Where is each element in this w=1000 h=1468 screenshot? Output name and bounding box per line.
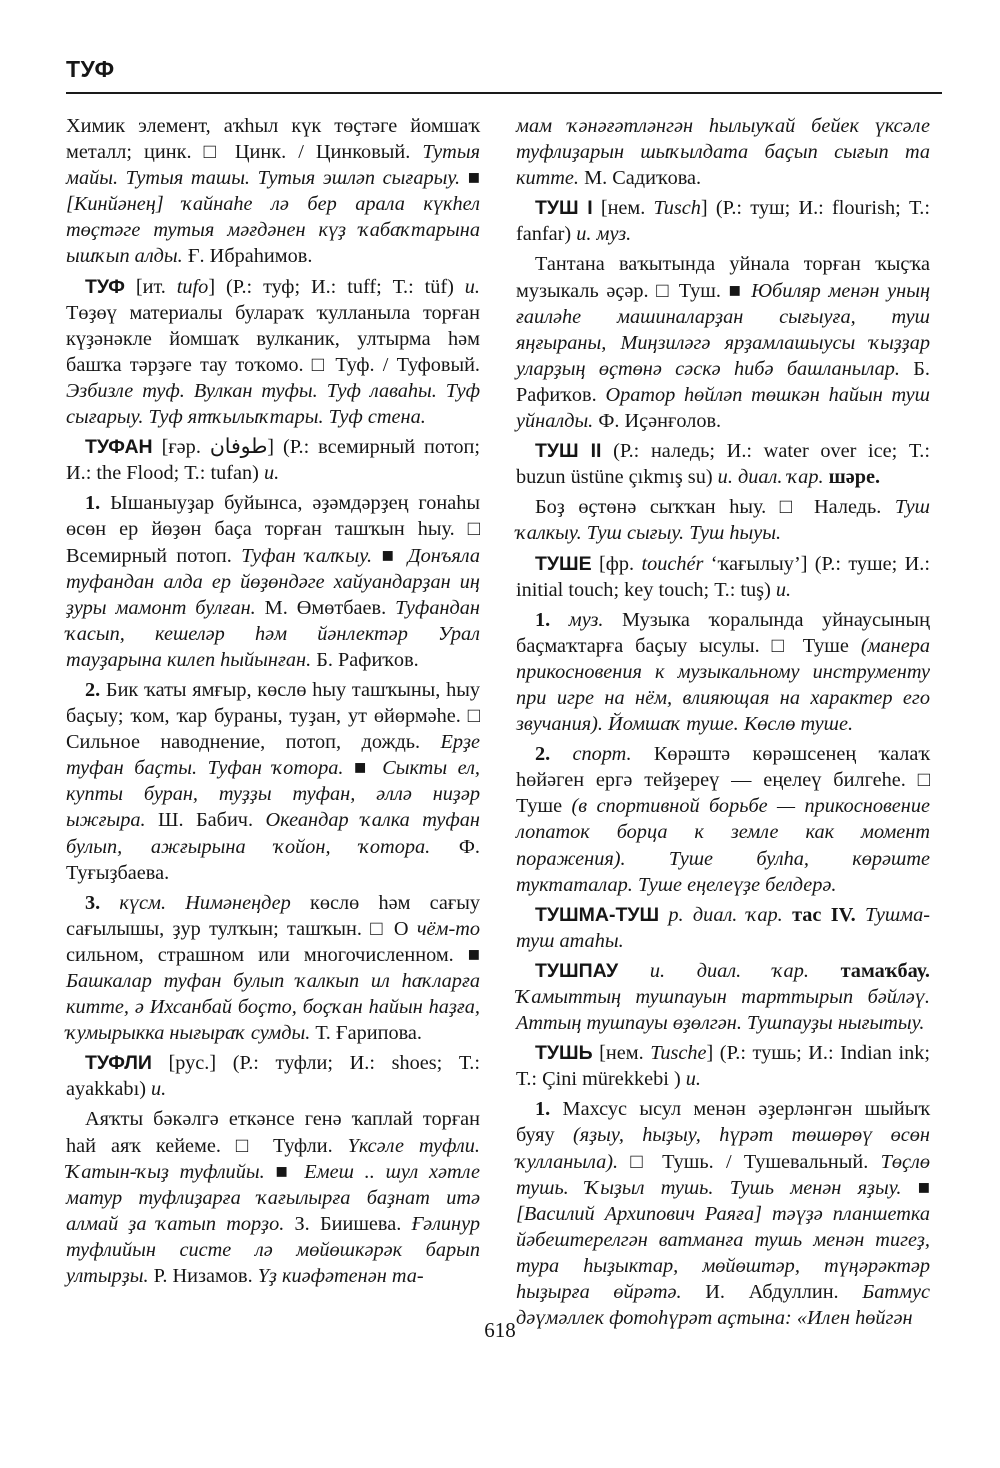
header-rule	[66, 92, 942, 94]
text-run: 1.	[535, 608, 551, 631]
text-run: чём-то	[416, 917, 480, 940]
text-run: [ғәр. طوفان] (Р.: всемирный потоп; И.: the Flood; Т.: tufan)	[66, 436, 480, 485]
text-run: М. Садиҡова.	[579, 167, 702, 190]
text-run: муз.	[568, 608, 604, 631]
text-run: [ит.	[124, 275, 177, 298]
dictionary-paragraph	[66, 434, 480, 486]
text-run: Р. Низамов.	[148, 1265, 258, 1288]
running-head: ТУФ	[66, 56, 115, 82]
text-run: (в спортивной борьбе — прикосновение лопаток борца к земле как момент поражения). Туше булһа, көрәште туктаталар. Туше еңелеүҙе белдерә.	[516, 795, 930, 896]
text-run: Оратор һөйләп төшкән һайын туш уйналды.	[516, 383, 930, 433]
text-run: Башкалар туфан булып ҡалкып ил һаҡларға китте, ә Ихсанбай боҫто, боҫҡан һайын һаҙға, ҡумырыкка нығыраҡ сумды.	[66, 970, 480, 1045]
dictionary-paragraph	[516, 438, 930, 490]
text-run: Юбиляр менән уның ғаиләһе машиналарҙан сығыуға, туш яңғыраны, Миңзиләгә ярҙамлашыусы ҡыҙҙар уларҙың өҫтөнә сәскә һибә башланылар.	[516, 279, 931, 380]
right-column	[516, 113, 930, 1335]
dictionary-paragraph	[516, 958, 930, 1036]
text-run: Ерҙе туфан баҫты. Туфан ҡотора.	[66, 731, 480, 780]
text-run: [Василий Архипович Раяға] тәүҙә планшетка йәбештерелгән ватманға тушь менән тигеҙ, тура һыҙыктар, мөйөштәр, түңәрәктәр һыҙырға өйрәтә.	[516, 1202, 930, 1304]
text-run: (яҙыу, һыҙыу, һүрәт төшөрөү өсөн ҡулланыла).	[516, 1124, 930, 1173]
text-run: Тутыя майы. Тутыя ташы. Тутыя эшләп сығарыу.	[66, 141, 480, 190]
dictionary-paragraph	[516, 902, 930, 954]
dictionary-paragraph	[516, 494, 930, 546]
text-run: ■	[460, 167, 480, 190]
text-run: көслө һәм сағыу сағылышы, ҙур тулҡын; ташҡын. □ О	[66, 891, 480, 940]
dictionary-paragraph	[516, 1096, 930, 1331]
text-run: [нем.	[592, 197, 654, 220]
dictionary-paragraph	[516, 551, 930, 603]
text-run: Туфан ҡалҡыу.	[241, 544, 373, 567]
dictionary-paragraph	[66, 113, 480, 270]
text-run: Сыкты ел, купты буран, туҙҙы туфан, әллә ниҙәр ыжғыра.	[66, 757, 480, 832]
headword: ТУШЕ	[535, 552, 592, 575]
text-run: [фр.	[591, 552, 642, 575]
text-run: Б. Рафиҡов.	[311, 648, 419, 671]
text-run	[550, 609, 569, 631]
text-run: 1.	[85, 492, 101, 515]
dictionary-paragraph	[516, 113, 930, 191]
text-run: сильном, страшном или многочисленном. ■	[66, 943, 480, 966]
text-run: Т. Ғарипова.	[310, 1022, 422, 1045]
text-run: Химик элемент, аҡһыл күк төҫтәге йомшаҡ металл; цинк. □ Цинк. / Цинковый.	[66, 115, 480, 164]
text-run: 1.	[535, 1098, 551, 1121]
headword: ТУШ I	[535, 197, 593, 220]
text-run: И. Абдуллин.	[681, 1281, 863, 1304]
headword: ТУФЛИ	[85, 1052, 152, 1075]
text-run: Ышаныуҙар буйынса, әҙәмдәрҙең гонаһы өсөн ер йөҙөн баҫа торған ташҡын һыу. □ Всемирный потоп.	[66, 492, 480, 567]
text-run: и.	[685, 1068, 701, 1091]
text-run: [нем.	[592, 1042, 651, 1065]
text-run: (Р.: наледь; И.: water over ice; Т.: buzun üstüne çıkmış su)	[516, 440, 930, 489]
text-run: Ф. Иҫәнғолов.	[593, 410, 722, 433]
text-run	[100, 892, 119, 914]
text-run: мам ҡәнәғәтләнгән һылыуҡай бейек үксәле туфлиҙарын шыҡылдата баҫып сығып та китте.	[516, 115, 930, 190]
text-run: ‘ҡағылыу’] (Р.: туше; И.: initial touch; key touch; Т.: tuş)	[516, 552, 930, 601]
dictionary-paragraph	[516, 607, 930, 737]
text-run: Емеш .. шул хәтле матур туфлиҙарға ҡағылырға баҙнат итә алмай ҙа ҡатып торҙо.	[66, 1160, 481, 1235]
text-run: Аяҡты бәкәлгә еткәнсе генә ҡаплай торған һай аяҡ кейеме. □ Туфли.	[66, 1108, 480, 1157]
dictionary-paragraph	[66, 677, 480, 886]
text-run: tufo	[176, 275, 209, 298]
text-run: Эзбизле туф. Вулкан туфы. Туф лаваһы. Туф сығарыу. Туф ятҡылыҡтары. Туф стена.	[66, 379, 480, 429]
text-run: Көрәштә көрәшсенең ҡалаҡ һөйәген ергә тейҙереү — еңелеү билгеһе. □ Туше	[516, 743, 930, 818]
text-run	[166, 892, 185, 914]
headword: ТУШ II	[535, 440, 602, 463]
text-run	[550, 743, 572, 765]
text-run: Үксәле туфли. Ҡатын-ҡыҙ туфлийы.	[66, 1134, 480, 1183]
text-run: Боҙ өҫтөнә сыҡҡан һыу. □ Наледь.	[535, 496, 895, 519]
headword: ТУШЬ	[535, 1042, 593, 1065]
text-run: Бик ҡаты ямғыр, көслө һыу ташҡыны, һыу баҫыу; ҡом, ҡар бураны, туҙан, ут өйөрмәһе. □ Сильное наводнение, потоп, дождь.	[66, 678, 480, 754]
text-run: Ш. Бабич.	[145, 809, 266, 832]
dictionary-paragraph	[66, 1050, 480, 1102]
text-run	[659, 904, 668, 926]
text-run: ] (Р.: туф; И.: tuff; Т.: tüf)	[208, 275, 465, 298]
text-run: ■	[372, 544, 408, 567]
text-run: [рус.] (Р.: туфли; И.: shoes; Т.: ayakkabı)	[66, 1052, 480, 1101]
text-run: ] (Р.: тушь; И.: Indian ink; Т.: Çini mürekkebi )	[516, 1042, 931, 1091]
text-run: Музыка ҡоралында уйнаусының баҫмаҡтарға баҫыу ысулы. □ Туше	[516, 608, 930, 657]
dictionary-paragraph	[66, 490, 480, 673]
text-run: и. диал. ҡар.	[717, 466, 824, 489]
text-run: Төҙөү материалы булараҡ ҡулланыла торған күҙәнәкле йомшаҡ вулканик, ултырма һәм башҡа тәрҙәге тау тоҡомо. □ Туф. / Туфовый.	[66, 301, 480, 376]
text-run: ■	[901, 1176, 930, 1199]
text-run: Ғәлинур туфлийын систе лә мөйөшкәрәк барып ултырҙы.	[66, 1212, 480, 1288]
text-run: М. Өмөтбаев.	[255, 596, 396, 619]
text-run: Океандар ҡалка туфан булып, ажғырына ҡойон, ҡотора.	[66, 809, 480, 858]
text-run: З. Биишева.	[284, 1212, 412, 1235]
text-run: и.	[775, 578, 792, 601]
dictionary-paragraph	[516, 251, 930, 434]
text-run: Tusche	[650, 1042, 707, 1065]
text-run: Ф. Туғыҙбаева.	[66, 835, 480, 884]
text-run: touchér	[641, 552, 704, 575]
text-run: Туфандан ҡасып, кешеләр һәм йәнлектәр Урал тауҙарына килеп һыйынған.	[66, 596, 480, 671]
text-run: Тушма-туш атаһы.	[516, 903, 930, 952]
dictionary-paragraph	[516, 741, 930, 898]
text-run: күсм.	[119, 891, 167, 914]
left-column	[66, 113, 480, 1293]
text-run: Үҙ киәфәтенән та-	[257, 1265, 424, 1288]
text-run: и. диал. ҡар.	[649, 959, 809, 982]
dictionary-paragraph	[66, 274, 480, 431]
text-run: Нимәнеңдер	[185, 891, 291, 914]
text-run: 2.	[85, 678, 101, 701]
text-run: тамаҡбау.	[840, 959, 930, 982]
page-number: 618	[484, 1318, 516, 1342]
text-run: и.	[263, 462, 280, 485]
dictionary-paragraph	[516, 1040, 930, 1092]
text-run: [Кинйәнең] ҡайнаһе лә бер арала күкһел төҫтәге тутыя мәғдәнен күҙ ҡабаҡтарына ышҡып алды.	[66, 193, 480, 268]
text-run: шәре.	[828, 466, 881, 489]
text-run: (манера прикосновения к музыкальному инструменту при игре на нём, влияющая на характер его звучания). Йомшаҡ туше. Көслө туше.	[516, 634, 930, 736]
text-run: □ Тушь. / Тушевальный.	[618, 1150, 881, 1173]
dictionary-paragraph	[516, 195, 930, 247]
text-run: ■	[343, 757, 383, 780]
text-run	[618, 960, 650, 982]
text-run: Донъяла туфандан алда ер йөҙөндәге хайуандарҙан иң ҙуры мамонт булған.	[66, 544, 481, 619]
text-run	[783, 904, 792, 926]
headword: ТУШПАУ	[535, 959, 619, 982]
text-run: Батмус дәүмәллек фотоһүрәт аҫтына: «Илен һөйгән	[516, 1281, 930, 1330]
text-run: спорт.	[572, 743, 632, 766]
text-run	[856, 904, 865, 926]
headword: ТУФАН	[85, 436, 153, 459]
text-run: ■	[264, 1160, 305, 1183]
text-run: Ғ. Ибраһимов.	[182, 245, 313, 268]
text-run: и.	[151, 1078, 167, 1101]
text-run: Махсус ысул менән әҙерләнгән шыйыҡ буяу	[516, 1098, 930, 1147]
text-run: тас IV.	[792, 903, 856, 926]
text-run: Тантана ваҡытында уйнала торған ҡыҫҡа музыкаль әҫәр. □ Туш. ■	[516, 253, 930, 302]
text-run: и. муз.	[576, 223, 632, 246]
text-run: р. диал. ҡар.	[668, 903, 783, 926]
text-run: 3.	[85, 891, 101, 914]
text-run: ] (Р.: туш; И.: flourish; Т.: fanfar)	[516, 197, 931, 246]
text-run: и.	[464, 275, 480, 298]
text-run: Tusch	[653, 197, 701, 220]
headword: ТУФ	[85, 275, 125, 298]
dictionary-paragraph	[66, 1106, 480, 1289]
text-run: Төҫлө тушь. Ҡыҙыл тушь. Тушь менән яҙыу.	[516, 1150, 930, 1199]
text-run	[809, 960, 841, 982]
text-run: Б. Рафиҡов.	[516, 357, 930, 406]
headword: ТУШМА-ТУШ	[535, 903, 660, 926]
text-run: 2.	[535, 743, 551, 766]
text-run: Ҡамыттың тушпауын тарттырып бәйләү. Аттың тушпауы өҙөлгән. Тушпауҙы нығытыу.	[516, 986, 930, 1035]
text-run: Туш ҡалкыу. Туш сығыу. Туш һыуы.	[516, 496, 930, 545]
dictionary-paragraph	[66, 890, 480, 1047]
